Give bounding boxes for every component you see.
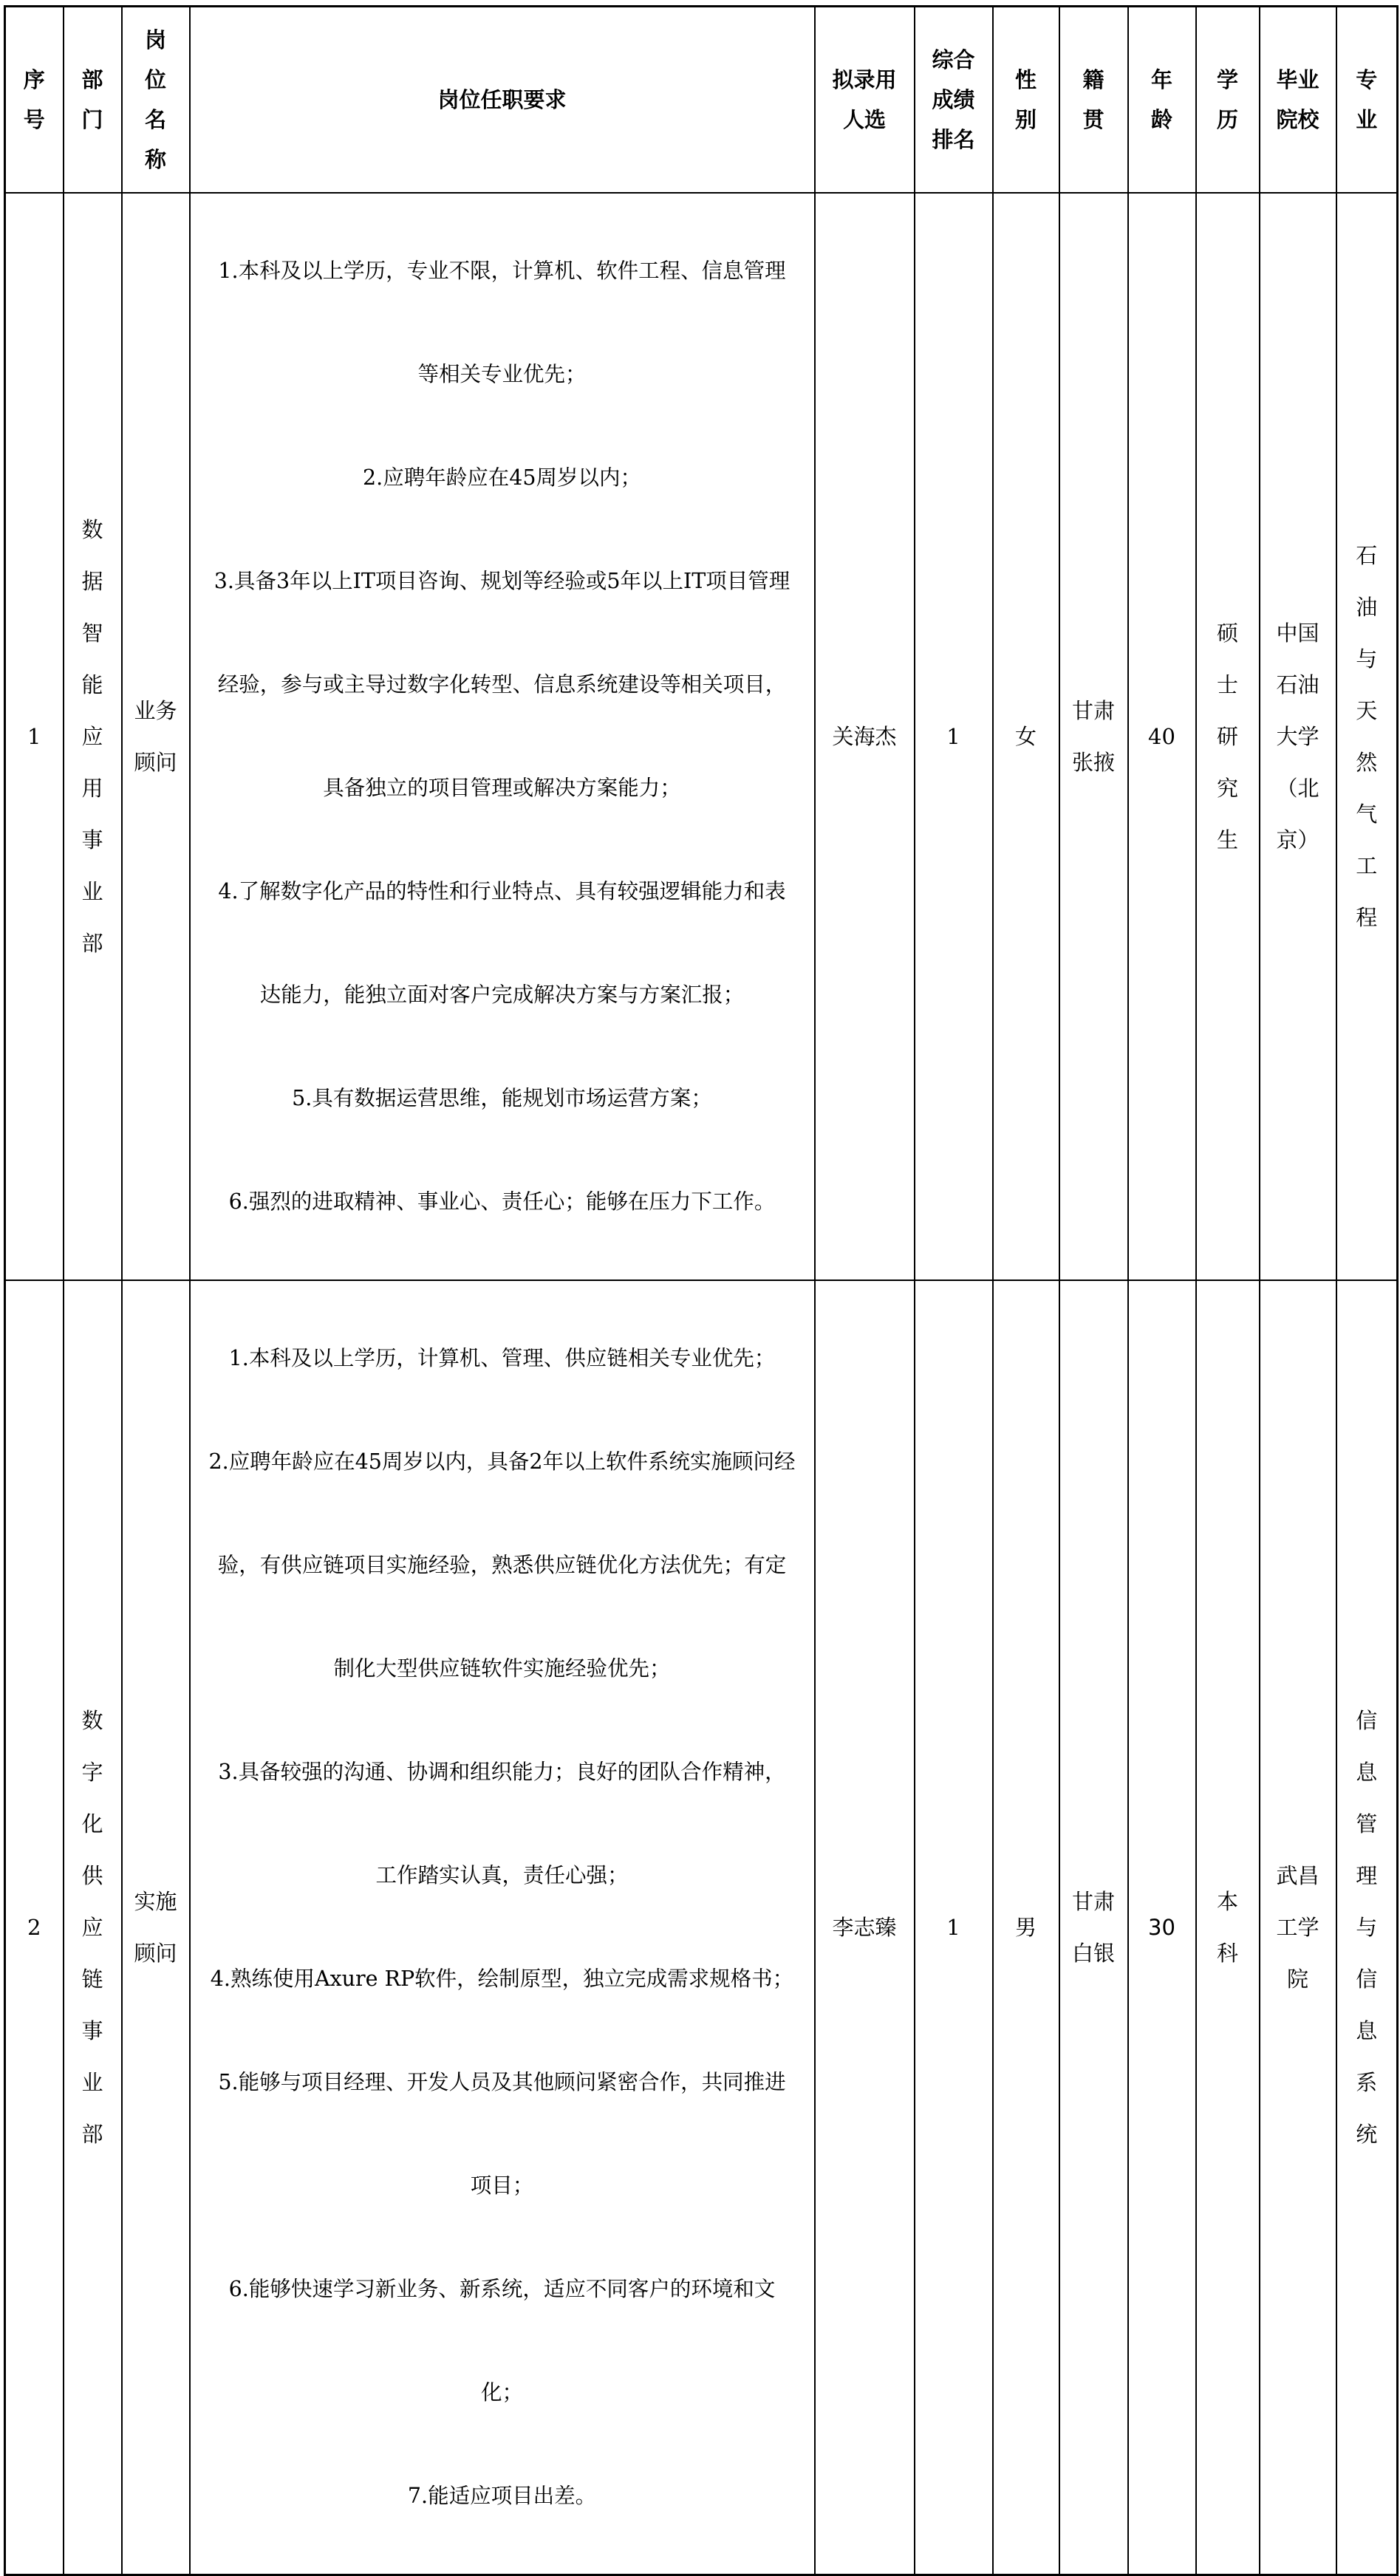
requirement-line: 化；	[480, 2379, 523, 2405]
requirement-line: 2.应聘年龄应在45周岁以内；	[363, 465, 641, 490]
major-cell: 信 息 管 理 与 信 息 系 统	[1336, 1280, 1398, 2575]
header-position: 岗 位 名 称	[122, 7, 190, 193]
header-seq: 序 号	[5, 7, 64, 193]
header-education: 学 历	[1196, 7, 1260, 193]
requirement-line: 经验，参与或主导过数字化转型、信息系统建设等相关项目，	[217, 672, 787, 697]
gender-cell: 男	[993, 1280, 1059, 2575]
header-candidate: 拟录用 人选	[815, 7, 915, 193]
requirement-line: 6.强烈的进取精神、事业心、责任心；能够在压力下工作。	[228, 1189, 776, 1214]
header-row	[5, 7, 1398, 193]
requirement-line: 制化大型供应链软件实施经验优先；	[333, 1656, 671, 1681]
requirement-line: 2.应聘年龄应在45周岁以内，具备2年以上软件系统实施顾问经	[208, 1449, 796, 1474]
header-dept: 部 门	[64, 7, 122, 193]
requirement-line: 达能力，能独立面对客户完成解决方案与方案汇报；	[259, 982, 745, 1007]
requirement-line: 工作踏实认真，责任心强；	[375, 1862, 629, 1887]
requirement-line: 4.熟练使用Axure RP软件，绘制原型，独立完成需求规格书；	[210, 1966, 794, 1991]
dept-cell: 数 字 化 供 应 链 事 业 部	[64, 1280, 122, 2575]
seq-cell: 1	[5, 193, 64, 1280]
age-cell: 40	[1128, 193, 1196, 1280]
requirement-line: 4.了解数字化产品的特性和行业特点、具有较强逻辑能力和表	[218, 878, 786, 903]
gender-cell: 女	[993, 193, 1059, 1280]
position-cell: 实施 顾问	[122, 1280, 190, 2575]
recruitment-table	[4, 5, 1399, 2576]
requirement-line: 5.能够与项目经理、开发人员及其他顾问紧密合作，共同推进	[218, 2069, 786, 2094]
origin-cell: 甘肃 白银	[1059, 1280, 1128, 2575]
requirement-line: 项目；	[470, 2173, 534, 2198]
requirement-line: 7.能适应项目出差。	[407, 2483, 597, 2508]
candidate-cell: 李志臻	[815, 1280, 915, 2575]
origin-cell: 甘肃 张掖	[1059, 193, 1128, 1280]
requirement-line: 1.本科及以上学历，专业不限，计算机、软件工程、信息管理	[218, 258, 786, 283]
dept-cell: 数 据 智 能 应 用 事 业 部	[64, 193, 122, 1280]
school-cell: 中国 石油 大学 （北 京）	[1260, 193, 1336, 1280]
header-origin: 籍 贯	[1059, 7, 1128, 193]
requirement-line: 验，有供应链项目实施经验，熟悉供应链优化方法优先；有定	[217, 1552, 787, 1577]
major-cell: 石 油 与 天 然 气 工 程	[1336, 193, 1398, 1280]
table-row	[5, 1280, 1398, 2575]
rank-cell: 1	[915, 1280, 993, 2575]
requirement-line: 3.具备较强的沟通、协调和组织能力；良好的团队合作精神，	[218, 1759, 786, 1784]
header-rank: 综合 成绩 排名	[915, 7, 993, 193]
education-cell: 本 科	[1196, 1280, 1260, 2575]
table-row	[5, 193, 1398, 1280]
seq-cell: 2	[5, 1280, 64, 2575]
header-major: 专 业	[1336, 7, 1398, 193]
education-cell: 硕 士 研 究 生	[1196, 193, 1260, 1280]
requirement-line: 6.能够快速学习新业务、新系统，适应不同客户的环境和文	[228, 2276, 776, 2301]
header-requirements: 岗位任职要求	[190, 7, 815, 193]
requirement-line: 具备独立的项目管理或解决方案能力；	[323, 775, 681, 800]
age-cell: 30	[1128, 1280, 1196, 2575]
requirements-cell	[190, 1280, 815, 2575]
requirements-cell	[190, 193, 815, 1280]
header-school: 毕业 院校	[1260, 7, 1336, 193]
header-gender: 性 别	[993, 7, 1059, 193]
requirement-line: 3.具备3年以上IT项目咨询、规划等经验或5年以上IT项目管理	[214, 568, 791, 593]
header-age: 年 龄	[1128, 7, 1196, 193]
position-cell: 业务 顾问	[122, 193, 190, 1280]
requirement-line: 等相关专业优先；	[417, 361, 587, 386]
requirement-line: 5.具有数据运营思维，能规划市场运营方案；	[292, 1085, 712, 1110]
candidate-cell: 关海杰	[815, 193, 915, 1280]
school-cell: 武昌 工学 院	[1260, 1280, 1336, 2575]
requirement-line: 1.本科及以上学历，计算机、管理、供应链相关专业优先；	[228, 1345, 776, 1370]
rank-cell: 1	[915, 193, 993, 1280]
